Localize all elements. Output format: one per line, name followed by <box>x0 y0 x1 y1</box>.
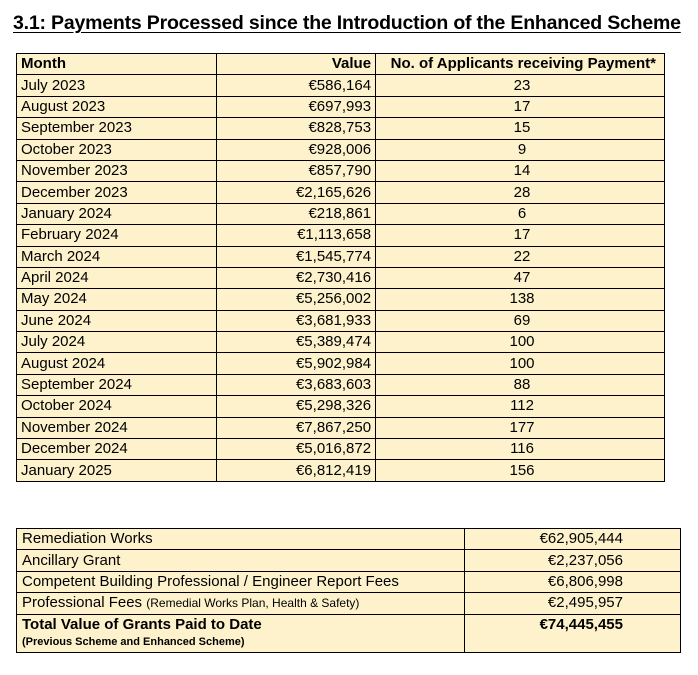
month-cell: November 2023 <box>17 160 217 181</box>
payment-row <box>17 96 665 117</box>
value-cell: €5,389,474 <box>216 332 376 353</box>
value-cell: €7,867,250 <box>216 417 376 438</box>
summary-row <box>17 550 681 571</box>
applicants-cell: 138 <box>376 289 665 310</box>
value-cell: €5,298,326 <box>216 396 376 417</box>
applicants-cell: 14 <box>376 160 665 181</box>
month-cell: August 2024 <box>17 353 217 374</box>
value-cell: €857,790 <box>216 160 376 181</box>
value-cell: €6,812,419 <box>216 460 376 481</box>
payment-row <box>17 289 665 310</box>
value-cell: €1,545,774 <box>216 246 376 267</box>
month-cell: February 2024 <box>17 225 217 246</box>
summary-label-note: (Remedial Works Plan, Health & Safety) <box>146 596 360 611</box>
payment-row <box>17 310 665 331</box>
value-cell: €697,993 <box>216 96 376 117</box>
value-cell: €5,902,984 <box>216 353 376 374</box>
month-cell: September 2024 <box>17 374 217 395</box>
month-cell: October 2024 <box>17 396 217 417</box>
summary-row <box>17 571 681 592</box>
summary-amount: €2,495,957 <box>464 593 680 614</box>
month-cell: March 2024 <box>17 246 217 267</box>
total-amount: €74,445,455 <box>464 614 680 652</box>
value-cell: €5,016,872 <box>216 439 376 460</box>
payments-body <box>17 75 665 481</box>
summary-label: Competent Building Professional / Engineer Report Fees <box>17 571 465 592</box>
applicants-cell: 88 <box>376 374 665 395</box>
value-cell: €2,730,416 <box>216 267 376 288</box>
page-title: 3.1: Payments Processed since the Introduction of the Enhanced Scheme <box>13 12 681 34</box>
applicants-cell: 69 <box>376 310 665 331</box>
value-cell: €586,164 <box>216 75 376 96</box>
month-cell: November 2024 <box>17 417 217 438</box>
payment-row <box>17 160 665 181</box>
total-label-note: (Previous Scheme and Enhanced Scheme) <box>22 635 245 648</box>
applicants-cell: 112 <box>376 396 665 417</box>
total-row <box>17 614 681 652</box>
total-label-text: Total Value of Grants Paid to Date <box>22 615 262 633</box>
payment-row <box>17 182 665 203</box>
value-cell: €3,681,933 <box>216 310 376 331</box>
summary-label-text: Professional Fees <box>22 594 143 612</box>
month-cell: January 2025 <box>17 460 217 481</box>
payment-row <box>17 460 665 481</box>
value-cell: €928,006 <box>216 139 376 160</box>
applicants-cell: 177 <box>376 417 665 438</box>
summary-label: Remediation Works <box>17 529 465 550</box>
total-label <box>17 614 465 652</box>
month-cell: July 2024 <box>17 332 217 353</box>
payment-row <box>17 225 665 246</box>
payment-row <box>17 75 665 96</box>
summary-amount: €62,905,444 <box>464 529 680 550</box>
value-header: Value <box>216 54 376 75</box>
value-cell: €3,683,603 <box>216 374 376 395</box>
month-cell: April 2024 <box>17 267 217 288</box>
value-cell: €1,113,658 <box>216 225 376 246</box>
summary-label <box>17 593 465 614</box>
payment-row <box>17 267 665 288</box>
payment-row <box>17 374 665 395</box>
applicants-cell: 100 <box>376 332 665 353</box>
month-cell: October 2023 <box>17 139 217 160</box>
applicants-cell: 22 <box>376 246 665 267</box>
applicants-cell: 100 <box>376 353 665 374</box>
applicants-cell: 156 <box>376 460 665 481</box>
applicants-cell: 17 <box>376 96 665 117</box>
applicants-cell: 116 <box>376 439 665 460</box>
payment-row <box>17 332 665 353</box>
payment-row <box>17 246 665 267</box>
summary-amount: €2,237,056 <box>464 550 680 571</box>
payments-header-row <box>17 54 665 75</box>
month-cell: June 2024 <box>17 310 217 331</box>
payment-row <box>17 139 665 160</box>
value-cell: €2,165,626 <box>216 182 376 203</box>
summary-amount: €6,806,998 <box>464 571 680 592</box>
value-cell: €828,753 <box>216 118 376 139</box>
value-cell: €5,256,002 <box>216 289 376 310</box>
applicants-cell: 23 <box>376 75 665 96</box>
applicants-cell: 9 <box>376 139 665 160</box>
applicants-cell: 17 <box>376 225 665 246</box>
payment-row <box>17 118 665 139</box>
month-cell: September 2023 <box>17 118 217 139</box>
summary-row <box>17 529 681 550</box>
month-cell: January 2024 <box>17 203 217 224</box>
month-cell: August 2023 <box>17 96 217 117</box>
payments-table <box>16 53 665 482</box>
month-cell: December 2024 <box>17 439 217 460</box>
applicants-cell: 15 <box>376 118 665 139</box>
applicants-cell: 6 <box>376 203 665 224</box>
month-header: Month <box>17 54 217 75</box>
month-cell: July 2023 <box>17 75 217 96</box>
summary-row <box>17 593 681 614</box>
payment-row <box>17 396 665 417</box>
value-cell: €218,861 <box>216 203 376 224</box>
payment-row <box>17 439 665 460</box>
month-cell: December 2023 <box>17 182 217 203</box>
applicants-header: No. of Applicants receiving Payment* <box>376 54 665 75</box>
payment-row <box>17 417 665 438</box>
summary-table <box>16 528 681 653</box>
summary-label: Ancillary Grant <box>17 550 465 571</box>
payment-row <box>17 203 665 224</box>
month-cell: May 2024 <box>17 289 217 310</box>
payment-row <box>17 353 665 374</box>
applicants-cell: 47 <box>376 267 665 288</box>
applicants-cell: 28 <box>376 182 665 203</box>
